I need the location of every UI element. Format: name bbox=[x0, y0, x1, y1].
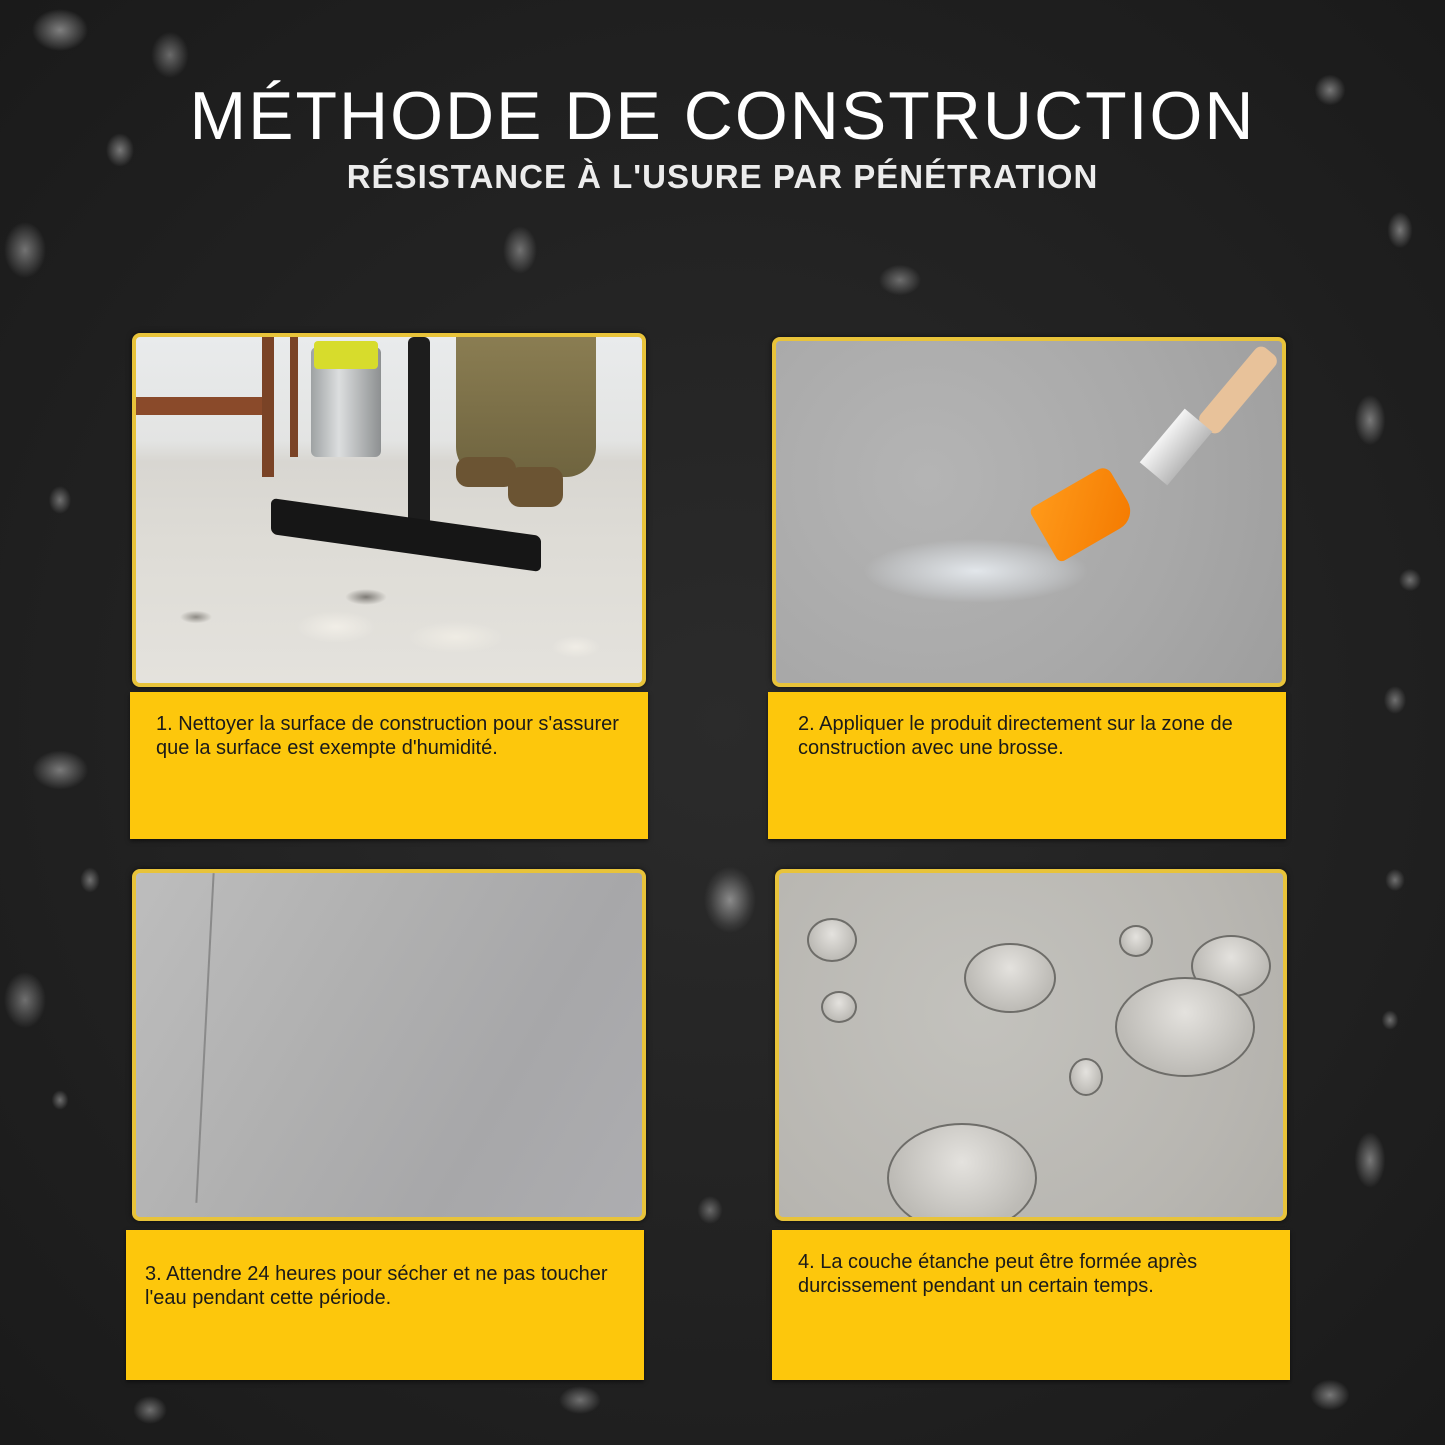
step-2-photo bbox=[772, 337, 1286, 687]
shelf-leg bbox=[262, 337, 274, 477]
brush-bristles bbox=[1029, 465, 1138, 564]
water-drop bbox=[964, 943, 1056, 1013]
step-1-caption: 1. Nettoyer la surface de construction pour s'assurer que la surface est exempte d'humidité. bbox=[130, 692, 648, 839]
step-3-caption: 3. Attendre 24 heures pour sécher et ne pas toucher l'eau pendant cette période. bbox=[126, 1230, 644, 1380]
step-1-photo bbox=[132, 333, 646, 687]
vacuum-head bbox=[271, 498, 541, 572]
water-drop bbox=[1119, 925, 1153, 957]
water-drop bbox=[821, 991, 857, 1023]
page-title: MÉTHODE DE CONSTRUCTION bbox=[189, 78, 1256, 154]
brush-handle bbox=[1196, 343, 1280, 436]
shelf-leg bbox=[290, 337, 298, 457]
floor-debris bbox=[156, 567, 616, 667]
worker-boot bbox=[508, 467, 563, 507]
water-drop bbox=[1115, 977, 1255, 1077]
step-3-photo bbox=[132, 869, 646, 1221]
water-drop bbox=[1069, 1058, 1103, 1096]
water-drop bbox=[807, 918, 857, 962]
step-4-photo bbox=[775, 869, 1287, 1221]
page-subtitle: RÉSISTANCE À L'USURE PAR PÉNÉTRATION bbox=[346, 158, 1099, 195]
worker-legs bbox=[456, 337, 596, 477]
worker-boot bbox=[456, 457, 516, 487]
shelf-illustration bbox=[136, 397, 266, 415]
step-2-caption: 2. Appliquer le produit directement sur la zone de construction avec une brosse. bbox=[768, 692, 1286, 839]
vacuum-lid bbox=[314, 341, 378, 369]
water-drop bbox=[887, 1123, 1037, 1221]
vacuum-pole bbox=[408, 337, 430, 527]
concrete-seam bbox=[195, 873, 214, 1203]
step-4-caption: 4. La couche étanche peut être formée après durcissement pendant un certain temps. bbox=[772, 1230, 1290, 1380]
